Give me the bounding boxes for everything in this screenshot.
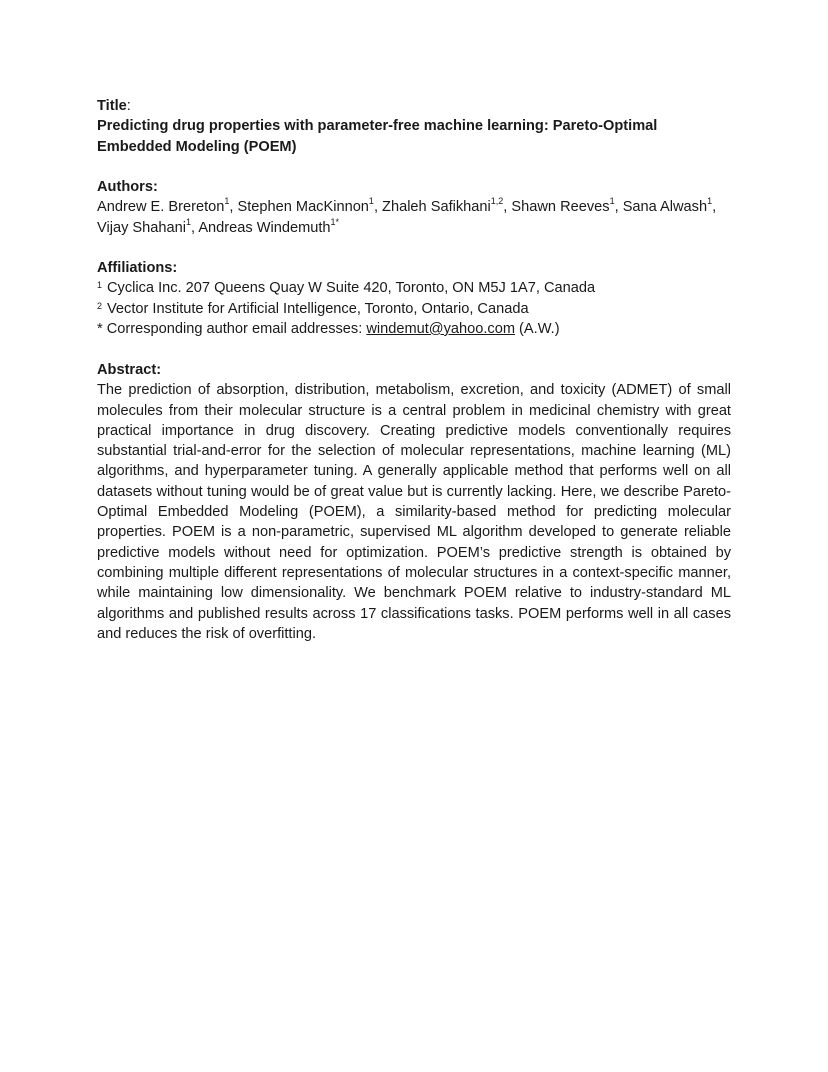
abstract-section [97, 360, 731, 644]
author-list [97, 197, 731, 238]
author-name: Stephen MacKinnon [237, 199, 369, 216]
corresponding-author-line [97, 319, 731, 339]
corresponding-prefix: * Corresponding author email addresses: [97, 320, 367, 337]
affiliation-text: Cyclica Inc. 207 Queens Quay W Suite 420, Toronto, ON M5J 1A7, Canada [107, 280, 596, 297]
title-label-line [97, 96, 731, 116]
title-label: Title [97, 98, 127, 114]
affiliation-mark: 2 [97, 300, 103, 311]
author-separator: , [191, 219, 199, 236]
author-affil-mark: 1,2 [490, 196, 504, 207]
authors-section [97, 177, 731, 238]
author-name: Zhaleh Safikhani [382, 199, 491, 216]
corresponding-email-link[interactable]: windemut@yahoo.com [366, 320, 515, 337]
affiliations-section [97, 258, 731, 339]
title-label-colon: : [126, 98, 131, 114]
affiliation-item [97, 299, 731, 319]
author-separator: , [373, 199, 383, 216]
affiliation-mark: 1 [97, 280, 103, 291]
author-separator: , [503, 199, 512, 216]
affiliation-text: Vector Institute for Artificial Intelligence, Toronto, Ontario, Canada [107, 300, 529, 317]
author-separator: , [229, 199, 238, 216]
authors-label: Authors: [97, 179, 158, 195]
title-section [97, 96, 731, 157]
author-affil-mark: 1 [368, 196, 374, 207]
corresponding-suffix: (A.W.) [515, 320, 560, 337]
author-separator: , [614, 199, 623, 216]
author-affil-mark: 1 [707, 196, 713, 207]
author-affil-mark: 1 [609, 196, 615, 207]
author-name: Shawn Reeves [511, 199, 610, 216]
paper-title: Predicting drug properties with parameter-free machine learning: Pareto-Optimal Embedded Modeling (POEM) [97, 118, 658, 155]
author-name: Andreas Windemuth [198, 219, 331, 236]
affiliation-item [97, 278, 731, 298]
author-affil-mark: 1 [185, 216, 191, 227]
author-name: Andrew E. Brereton [97, 199, 225, 216]
author-name: Sana Alwash [622, 199, 708, 216]
abstract-label: Abstract: [97, 362, 162, 378]
affiliations-label: Affiliations: [97, 260, 178, 276]
author-affil-mark: 1* [330, 216, 340, 227]
author-affil-mark: 1 [224, 196, 230, 207]
abstract-text: The prediction of absorption, distribution, metabolism, excretion, and toxicity (ADMET) of small molecules from their molecular structure is a central problem in medicinal chemistry with great practical importance in drug discovery. Creating predictive models conventionally requires substantial trial-and-error for the selection of molecular representations, machine learning (ML) algorithms, and hyperparameter tuning. A generally applicable method that performs well on all datasets without tuning would be of great value but is currently lacking. Here, we describe Pareto-Optimal Embedded Modeling (POEM), a similarity-based method for predicting molecular properties. POEM is a non-parametric, supervised ML algorithm developed to generate reliable predictive models without need for optimization. POEM’s predictive strength is obtained by combining multiple different representations of molecular structures in a context-specific manner, while maintaining low dimensionality. We benchmark POEM relative to industry-standard ML algorithms and published results across 17 classifications tasks. POEM performs well in all cases and reduces the risk of overfitting. [97, 382, 731, 642]
author-name: Vijay Shahani [97, 219, 186, 236]
author-separator: , [712, 199, 717, 216]
